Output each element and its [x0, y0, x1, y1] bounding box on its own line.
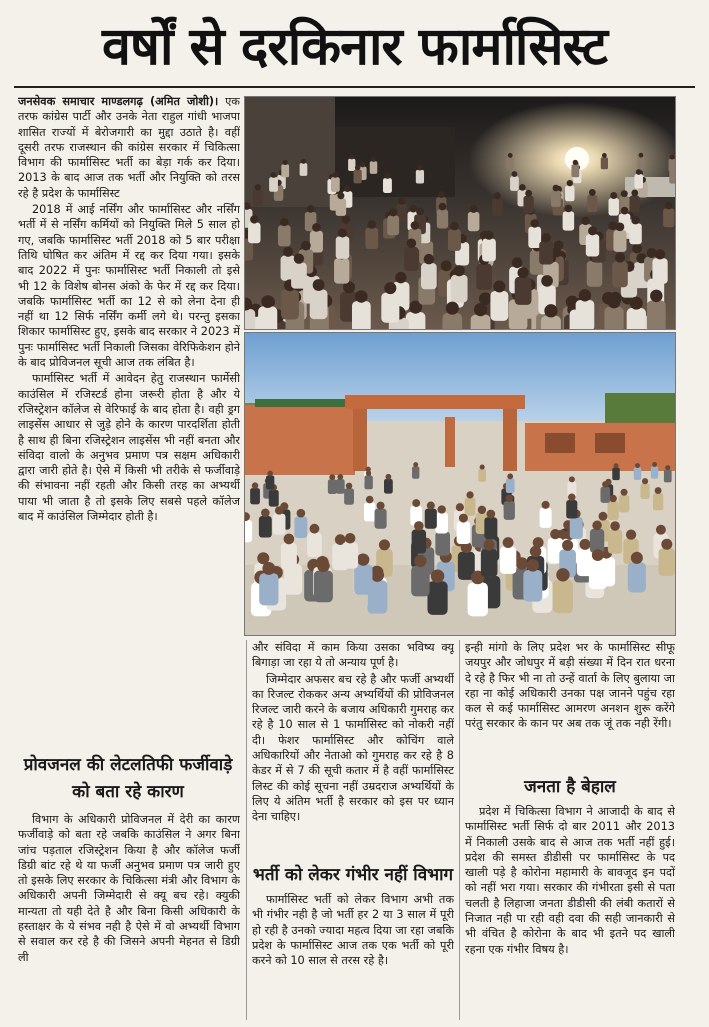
subheadline-public: जनता है बेहाल [524, 777, 616, 797]
column-divider [246, 640, 247, 1020]
daytime-protest-photo [244, 332, 676, 636]
night-protest-photo [244, 96, 676, 330]
night-protest-image [245, 97, 675, 329]
daytime-protest-image [245, 333, 675, 635]
column-divider [459, 640, 460, 1020]
subheadline-department: भर्ती को लेकर गंभीर नहीं विभाग [252, 865, 454, 885]
paragraph: 2018 में आई नर्सिंग और फार्मासिस्ट और नर्सिंग भर्ती में से नर्सिंग कर्मियों को नियुक्ति मिले 5 साल हो गए, जबकि फार्मासिस्ट भर्ती 2018 को 5 बार परीक्षा तिथि घोषित कर अंतिम में रद्द कर दिया गया। इसके बाद 2022 में पुनः फार्मासिस्ट भर्ती निकाली तो इसे भी 12 के विशेष बोनस अंको के फेर में रद्द कर दिया। जबकि फार्मासिस्ट भर्ती का 12 से को लेना देना ही नहीं था 12 सिर्फ नर्सिंग कर्मी लगे थे। परन्तु इसका शिकार फार्मासिस्ट हुए, इसके बाद सरकार ने 2023 में पुनः फार्मासिस्ट भर्ती निकाली जिसका वेरिफिकेशन होने के बाद प्रोविजनल सूची आज तक लंबित है। [18, 203, 240, 370]
paragraph: इन्ही मांगो के लिए प्रदेश भर के फार्मासिस्ट सीफू जयपुर और जोधपुर में बड़ी संख्या में दिन रात धरना दे रहे है फिर भी ना तो उन्हें वार्ता के लिए बुलाया जा रहा ना कोई अधिकारी उनका पक्ष जानने पहुंच रहा कल से कई फार्मासिस्ट आमरण अनशन शुरू करेंगे परंतु सरकार के कान पर अब तक जूं तक नही रेंगी। [465, 641, 675, 731]
column-1-lower-text [18, 812, 240, 1022]
column-3-text [465, 640, 675, 772]
column-3-lower-text [465, 804, 675, 1022]
paragraph: जिम्मेदार अफसर बच रहे है और फर्जी अभ्यर्थी का रिजल्ट रोककर अन्य अभ्यर्थियों की प्रोविजनल रिजल्ट जारी करने के बजाय अधिकारी गुमराह कर रहे है 10 साल से 1 फार्मासिस्ट को नोकरी नहीं दी। फेशर फार्मासिस्ट और कोचिंग वाले अधिकारियों और नेताओ को गुमराह कर रहे है 8 केडर में से 7 की सूची कतार में है वहीं फार्मासिस्ट लिस्ट की कोई सूचना नहीं उम्रदराज अभ्यर्थियों के लिए ये अंतिम भर्ती है सरकार को इस पर ध्यान देना चाहिए। [252, 672, 454, 824]
paragraph: और संविदा में काम किया उसका भविष्य क्यू बिगाड़ा जा रहा ये तो अन्याय पूर्ण है। [252, 641, 454, 670]
column-2-text [252, 640, 454, 860]
paragraph: विभाग के अधिकारी प्रोविजनल में देरी का कारण फर्जीवाड़े को बता रहे जबकि काउंसिल ने अगर बिना जांच पड़ताल रजिस्ट्रेशन किया है और कॉलेज फर्जी डिग्री बांट रहे थे या फर्जी अनुभव प्रमाण पत्र जारी हुए तो इसके लिए सरकार के चिकित्सा मंत्री और विभाग के अधिकारी अपनी जिम्मेदारी से क्यू बच रहे। क्युकी मान्यता तो यही देते है और बिना किसी अधिकारी के हस्ताक्षर के ये संभव नही है ऐसे में वो अभ्यर्थी विभाग से सवाल कर रहे है की जिसने अपनी मेहनत से डिग्री ली [18, 813, 240, 964]
headline: वर्षों से दरकिनार फार्मासिस्ट [102, 16, 607, 77]
paragraph: फार्मासिस्ट भर्ती को लेकर विभाग अभी तक भी गंभीर नही है जो भर्ती हर 2 या 3 साल में पूरी हो रही है उनको ज्यादा महत्व दिया जा रहा जबकि प्रदेश के फार्मासिस्ट आज तक एक भर्ती को पूरी करने को 10 साल से तरस रहे है। [252, 893, 454, 968]
column-1-text [18, 94, 240, 749]
paragraph: एक तरफ कांग्रेस पार्टी और उनके नेता राहुल गांधी भाजपा शासित राज्यों में बेरोजगारी का मुद्दा उठाते है। वहीं दूसरी तरफ राजस्थान की कांग्रेस सरकार में चिकित्सा विभाग की फार्मासिस्ट भर्ती का बेड़ा गर्क कर दिया। 2013 के बाद आज तक भर्ती और नियुक्ति को तरस रहे है प्रदेश के फार्मासिस्ट [18, 95, 240, 200]
paragraph: प्रदेश में चिकित्सा विभाग ने आजादी के बाद से फार्मासिस्ट भर्ती सिर्फ दो बार 2011 और 2013 में निकाली उसके बाद से आज तक भर्ती नहीं हुई। प्रदेश की समस्त डीडीसी पर फार्मासिस्ट के पद खाली पड़े है कोरोना महामारी के बावजूद इन पदों को नहीं भरा गया। सरकार की गंभीरता इसी से पता चलती है लिहाजा जनता डीडीसी की लंबी कतारों से निजात नही पा रही वही दवा की सही जानकारी से भी वंचित है कोरोना के बाद भी इतने पद खाली रहना एक गंभीर विषय है। [465, 805, 675, 956]
column-2-lower-text [252, 892, 454, 1022]
headline-rule [14, 86, 695, 88]
paragraph: फार्मासिस्ट भर्ती में आवेदन हेतु राजस्थान फार्मेसी काउंसिल में रजिस्टर्ड होना जरूरी होता है और ये रजिस्ट्रेशन कॉलेज से वेरिफाई के बाद होता है। वही ड्रग लाइसेंस आधार से जुड़े होने के कारण पारदर्शिता होती है साथ ही बिना रजिस्ट्रेशन लाइसेंस भी नहीं बनता और संविदा वालो के अनुभव प्रमाण पत्र सक्षम अधिकारी द्वारा जारी होते है। ऐसे में किसी भी तरीके से फर्जीवाड़े की संभावना नहीं रहती और किसी तरह का अभ्यर्थी पाया भी जाता है तो इसके लिए सबसे पहले कॉलेज बाद में काउंसिल जिम्मेदार होती है। [18, 372, 240, 524]
dateline: जनसेवक समाचार माण्डलगढ़ (अमित जोशी)। [18, 95, 219, 108]
subheadline-provisional: प्रोवजनल की लेटलतिफी फर्जीवाड़े को बता रहे कारण [23, 755, 233, 802]
